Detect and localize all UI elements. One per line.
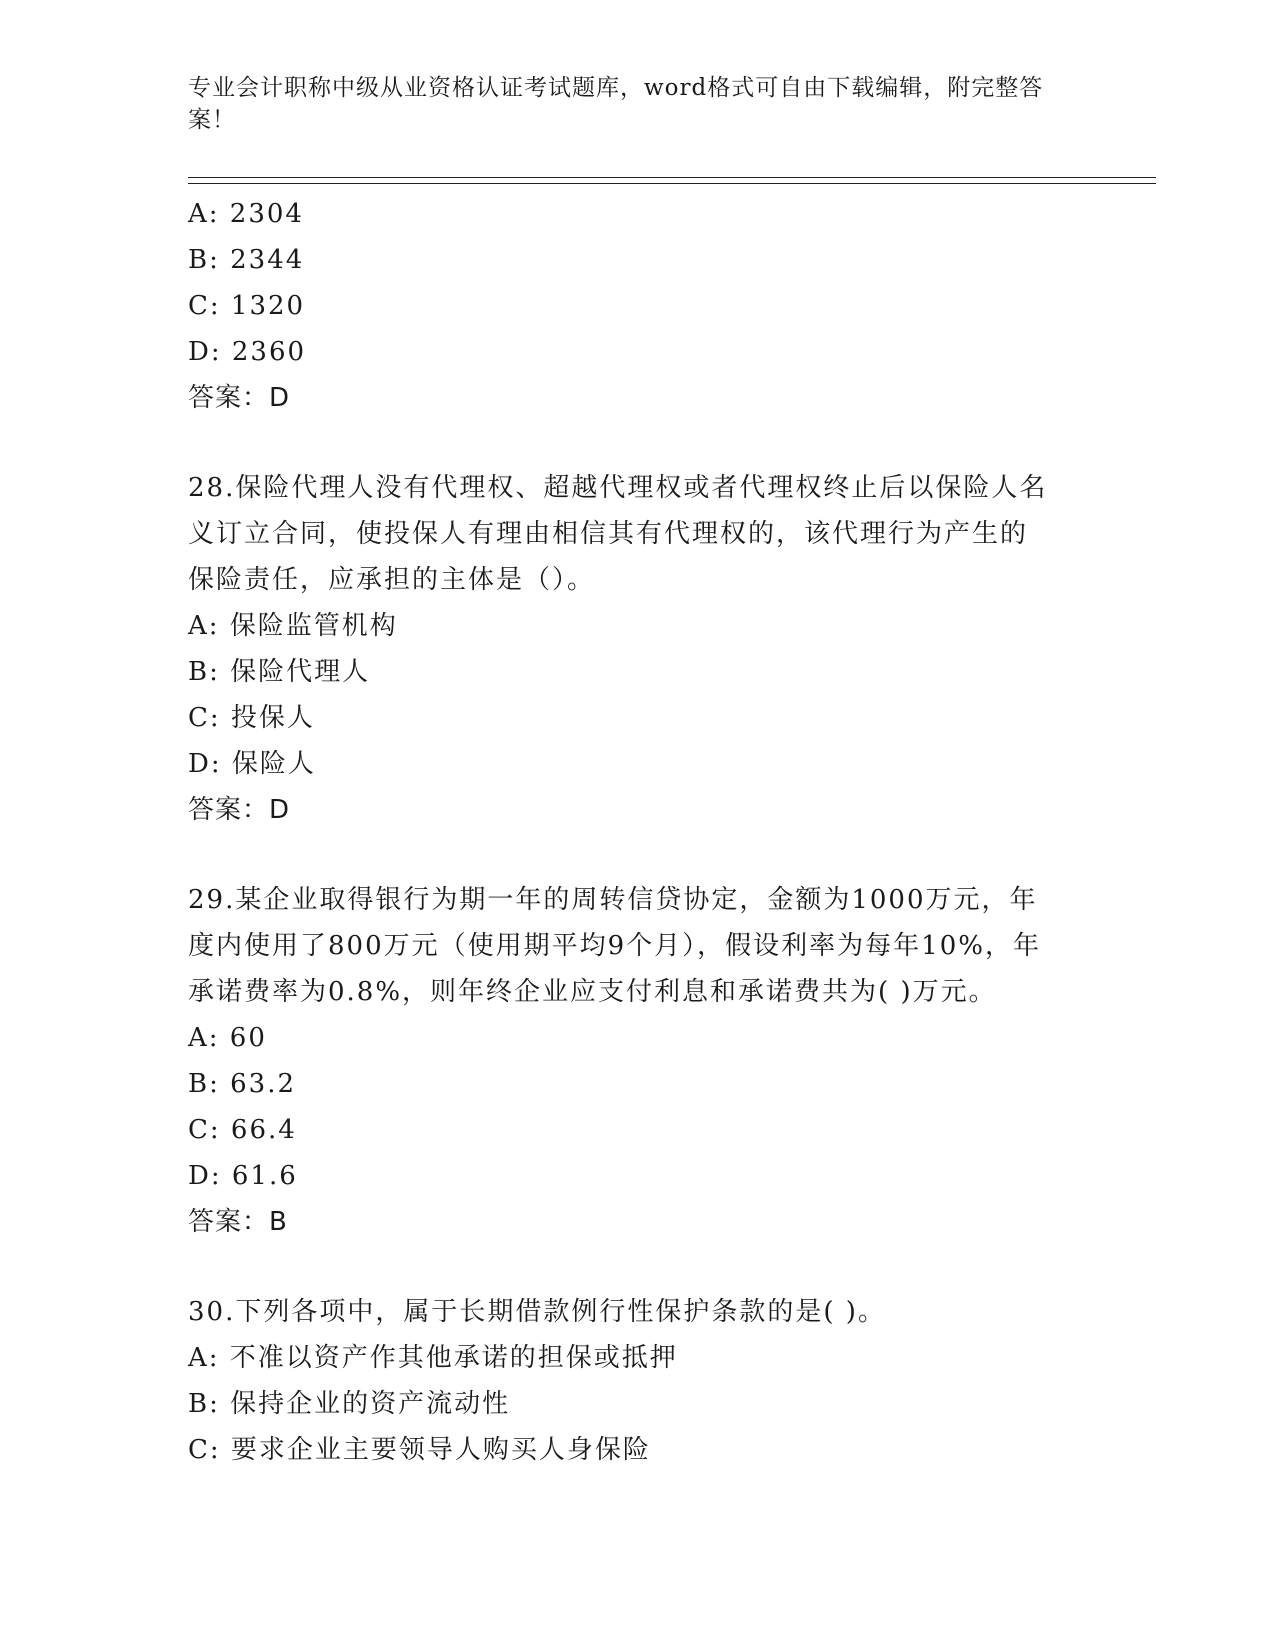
question-list [188,191,1088,1473]
question-30 [188,1289,1088,1473]
option-d: D: 2360 [188,337,307,367]
option-c: C: 66.4 [188,1115,297,1145]
spacer [188,833,1088,877]
question-text-line: 保险责任，应承担的主体是（）。 [188,565,596,595]
question-text-line: 承诺费率为0.8%，则年终企业应支付利息和承诺费共为( )万元。 [188,977,997,1007]
option-c: C: 投保人 [188,703,315,733]
question-block-prev [188,191,1088,421]
question-text-line: 义订立合同，使投保人有理由相信其有代理权的，该代理行为产生的 [188,519,1029,549]
option-d: D: 61.6 [188,1161,298,1191]
question-text-line: 度内使用了800万元（使用期平均9个月），假设利率为每年10%，年 [188,931,1041,961]
question-text-line: 28.保险代理人没有代理权、超越代理权或者代理权终止后以保险人名 [188,473,1048,503]
answer-line: 答案：D [188,383,291,413]
option-b: B: 保持企业的资产流动性 [188,1389,511,1419]
option-a: A: 2304 [188,199,304,229]
option-b: B: 保险代理人 [188,657,371,687]
option-c: C: 1320 [188,291,306,321]
option-a: A: 保险监管机构 [188,611,398,641]
option-a: A: 60 [188,1023,267,1053]
option-d: D: 保险人 [188,749,316,779]
header-rule-bottom [188,183,1156,184]
document-header: 专业会计职称中级从业资格认证考试题库，word格式可自由下载编辑，附完整答案！ [188,75,1044,133]
question-28 [188,465,1088,833]
question-text-line: 30.下列各项中，属于长期借款例行性保护条款的是( )。 [188,1297,886,1327]
question-29 [188,877,1088,1245]
spacer [188,421,1088,465]
option-b: B: 2344 [188,245,305,275]
option-c: C: 要求企业主要领导人购买人身保险 [188,1435,651,1465]
question-text-line: 29.某企业取得银行为期一年的周转信贷协定，金额为1000万元，年 [188,885,1038,915]
answer-line: 答案：D [188,795,291,825]
answer-line: 答案：B [188,1207,288,1237]
option-b: B: 63.2 [188,1069,297,1099]
option-a: A: 不准以资产作其他承诺的担保或抵押 [188,1343,678,1373]
header-rule-top [188,177,1156,178]
spacer [188,1245,1088,1289]
